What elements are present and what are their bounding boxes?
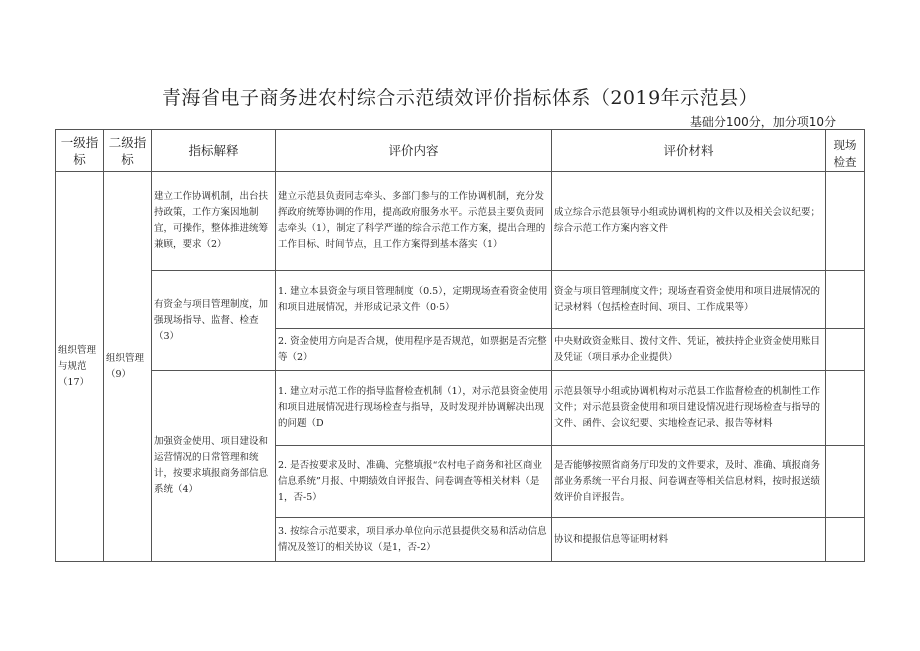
header-explain: 指标解释 bbox=[152, 130, 276, 172]
onsite-check-cell bbox=[826, 518, 865, 562]
indicator-explain: 加强资金使用、项目建设和运营情况的日常管理和统计，按要求填报商务部信息系统（4） bbox=[152, 371, 276, 562]
indicator-explain: 建立工作协调机制，出台扶持政策，工作方案因地制宜，可操作，整体推进统筹兼顾，要求（2） bbox=[152, 172, 276, 271]
header-materials: 评价材料 bbox=[552, 130, 826, 172]
score-note: 基础分100分，加分项10分 bbox=[689, 115, 836, 129]
evaluation-content: 1. 建立对示范工作的指导监督检查机制（1），对示范县资金使用和项目进展情况进行现场检查与指导，及时发现并协调解决出现的问题（D bbox=[276, 371, 552, 446]
evaluation-materials: 是否能够按照省商务厅印发的文件要求，及时、准确、填报商务部业务系统一平台月报、问卷调查等相关信息材料，按时报送绩效评价自评报告。 bbox=[552, 446, 826, 518]
table-row bbox=[56, 172, 865, 271]
evaluation-content: 2. 是否按要求及时、准确、完整填报“农村电子商务和社区商业信息系统”月报、中期绩效自评报告、问卷调查等相关材料（是1，否-5） bbox=[276, 446, 552, 518]
evaluation-materials: 示范县领导小组或协调机构对示范县工作监督检查的机制性工作文件；对示范县资金使用和项目建设情况进行现场检查与指导的文件、函件、会议纪要、实地检查记录、报告等材料 bbox=[552, 371, 826, 446]
header-onsite: 现场检查 bbox=[826, 130, 865, 172]
level1-indicator: 组织管理与规范（17） bbox=[56, 172, 104, 562]
onsite-check-cell bbox=[826, 271, 865, 329]
indicator-explain: 有资金与项目管理制度，加强现场指导、监督、检查（3） bbox=[152, 271, 276, 371]
onsite-check-cell bbox=[826, 172, 865, 271]
header-row bbox=[56, 130, 865, 172]
document-title: 青海省电子商务进农村综合示范绩效评价指标体系（2019年示范县） bbox=[161, 87, 759, 109]
evaluation-content: 1. 建立本县资金与项目管理制度（0.5），定期现场查看资金使用和项目进展情况，并形成记录文件（0·5） bbox=[276, 271, 552, 329]
evaluation-content: 2. 资金使用方向是否合规，使用程序是否规范，如票据是否完整等（2） bbox=[276, 329, 552, 371]
onsite-check-cell bbox=[826, 371, 865, 446]
evaluation-table bbox=[55, 129, 865, 562]
level2-indicator: 组织管理（9） bbox=[104, 172, 152, 562]
header-content: 评价内容 bbox=[276, 130, 552, 172]
header-level2: 二级指标 bbox=[104, 130, 152, 172]
table-row bbox=[56, 271, 865, 329]
evaluation-materials: 资金与项目管理制度文件；现场查看资金使用和项目进展情况的记录材料（包括检查时间、项目、工作成果等） bbox=[552, 271, 826, 329]
evaluation-content: 建立示范县负责同志牵头、多部门参与的工作协调机制，充分发挥政府统筹协调的作用，提高政府服务水平。示范县主要负责同志牵头（1），制定了科学严谨的综合示范工作方案，提出合理的工作目标、时间节点，且工作方案得到基本落实（1） bbox=[276, 172, 552, 271]
onsite-check-cell bbox=[826, 446, 865, 518]
evaluation-materials: 成立综合示范县领导小组或协调机构的文件以及相关会议纪要；综合示范工作方案内容文件 bbox=[552, 172, 826, 271]
evaluation-content: 3. 按综合示范要求，项目承办单位向示范县提供交易和活动信息情况及签订的相关协议（是1，否-2） bbox=[276, 518, 552, 562]
evaluation-materials: 协议和提报信息等证明材料 bbox=[552, 518, 826, 562]
header-level1: 一级指标 bbox=[56, 130, 104, 172]
onsite-check-cell bbox=[826, 329, 865, 371]
table-row bbox=[56, 371, 865, 446]
evaluation-materials: 中央财政资金账目、拨付文件、凭证，被扶持企业资金使用账目及凭证（项目承办企业提供） bbox=[552, 329, 826, 371]
